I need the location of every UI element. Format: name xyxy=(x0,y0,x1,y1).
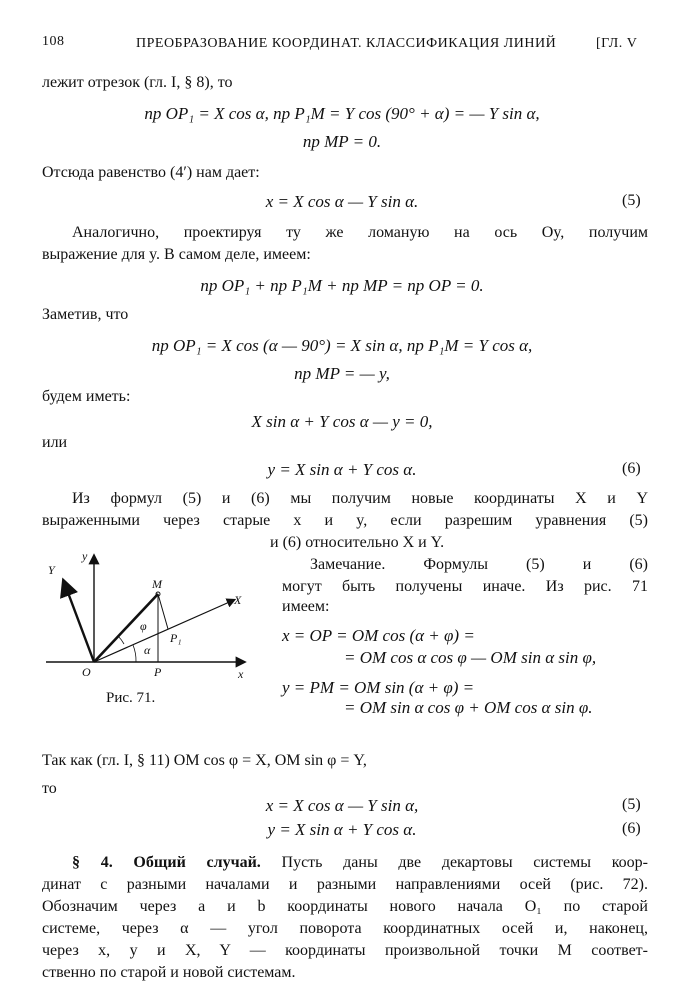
label-y: y xyxy=(82,549,88,563)
equation: пр OP₁ = X cos (α — 90°) = X sin α, пр P₁M = Y cos α, xyxy=(151,336,533,355)
equation: y = PM = OM sin (α + φ) = xyxy=(282,678,475,697)
segment-MP1 xyxy=(158,594,168,629)
label-M: M xyxy=(152,577,162,591)
section-title: § 4. Общий случай. xyxy=(72,854,261,871)
section-line: ственно по старой и новой системам. xyxy=(42,964,296,981)
equation-number: (6) xyxy=(622,460,641,477)
equation: пр OP₁ = X cos α, пр P₁M = Y cos (90° + α) = — Y sin α, xyxy=(144,104,540,123)
phi-arc xyxy=(118,636,124,644)
text-line: выраженными через старые x и y, если разрешим уравнения (5) xyxy=(42,512,648,529)
remark-line: могут быть получены иначе. Из рис. 71 xyxy=(282,578,648,595)
section-text: Пусть даны две декартовы системы коор- xyxy=(260,854,648,871)
page-number: 108 xyxy=(42,34,65,49)
equation: y = X sin α + Y cos α. xyxy=(267,460,417,479)
text-line: Отсюда равенство (4′) нам дает: xyxy=(42,164,260,181)
equation: пр MP = — y, xyxy=(294,364,390,383)
section-line: через x, y и X, Y — координаты произвольной точки M соответ- xyxy=(42,942,648,959)
label-P: P xyxy=(154,665,162,679)
Y-axis xyxy=(64,582,94,662)
label-phi: φ xyxy=(140,619,147,633)
text-line: или xyxy=(42,434,68,451)
section-line: Обозначим через a и b координаты нового начала O₁ по старой xyxy=(42,898,648,915)
equation: пр OP₁ + пр P₁M + пр MP = пр OP = 0. xyxy=(200,276,484,295)
equation: x = OP = OM cos (α + φ) = xyxy=(282,626,475,645)
figure-71 xyxy=(38,546,260,684)
equation-number: (5) xyxy=(622,192,641,209)
text-line: и (6) относительно X и Y. xyxy=(270,534,445,551)
section-line xyxy=(72,854,648,872)
label-O: O xyxy=(82,665,91,679)
remark-line: Замечание. Формулы (5) и (6) xyxy=(310,556,648,573)
alpha-arc xyxy=(133,645,136,662)
text-line: Заметив, что xyxy=(42,306,129,323)
equation: y = X sin α + Y cos α. xyxy=(267,820,417,839)
running-title: ПРЕОБРАЗОВАНИЕ КООРДИНАТ. КЛАССИФИКАЦИЯ ЛИНИЙ xyxy=(136,36,557,51)
text-line: то xyxy=(42,780,57,797)
section-line: системе, через α — угол поворота координатных осей и, наконец, xyxy=(42,920,648,937)
equation: x = X cos α — Y sin α. xyxy=(265,192,419,211)
text-line: Аналогично, проектируя ту же ломаную на ось Oy, получим xyxy=(72,224,648,241)
label-Y: Y xyxy=(48,563,55,577)
equation: = OM cos α cos φ — OM sin α sin φ, xyxy=(344,648,597,667)
label-P1: P₁ xyxy=(170,631,182,645)
equation: = OM sin α cos φ + OM cos α sin φ. xyxy=(344,698,593,717)
text-line: будем иметь: xyxy=(42,388,131,405)
text-line: Из формул (5) и (6) мы получим новые координаты X и Y xyxy=(72,490,648,507)
figure-caption: Рис. 71. xyxy=(106,690,156,706)
equation-number: (5) xyxy=(622,796,641,813)
label-alpha: α xyxy=(144,643,151,657)
equation-number: (6) xyxy=(622,820,641,837)
section-line: динат с разными началами и разными направлениями осей (рис. 72). xyxy=(42,876,648,893)
equation: x = X cos α — Y sin α, xyxy=(265,796,419,815)
X-axis xyxy=(94,600,234,662)
label-x: x xyxy=(238,667,244,681)
equation: пр MP = 0. xyxy=(302,132,382,151)
remark-line: имеем: xyxy=(282,598,330,615)
label-X: X xyxy=(234,593,242,607)
equation: X sin α + Y cos α — y = 0, xyxy=(251,412,433,431)
text-line: лежит отрезок (гл. I, § 8), то xyxy=(42,74,233,91)
chapter-label: [ГЛ. V xyxy=(596,36,638,51)
text-line: Так как (гл. I, § 11) OM cos φ = X, OM sin φ = Y, xyxy=(42,752,367,769)
text-line: выражение для y. В самом деле, имеем: xyxy=(42,246,311,263)
